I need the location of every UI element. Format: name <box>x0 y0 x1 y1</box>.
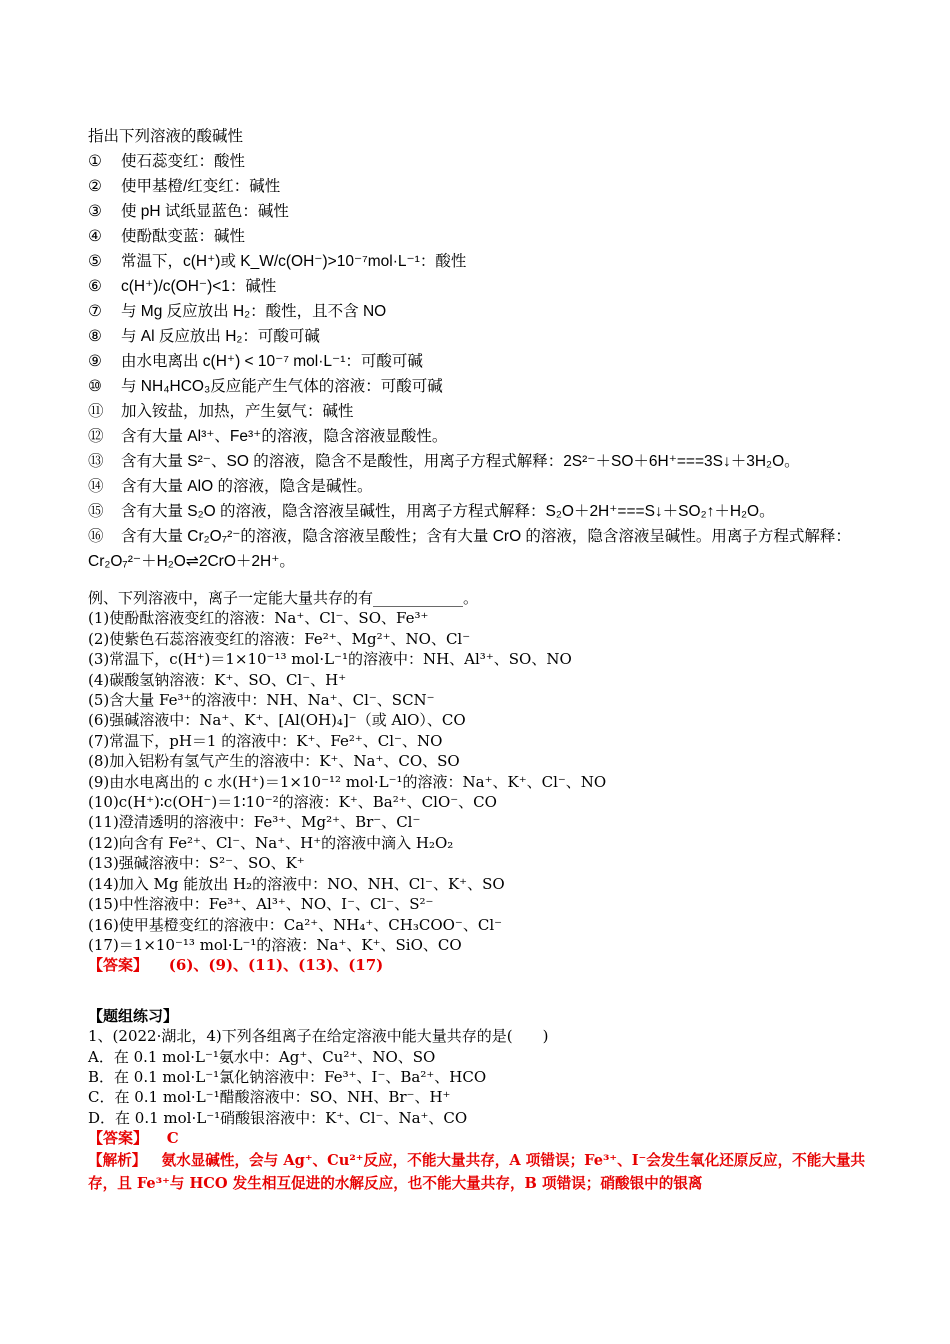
rule-item <box>88 349 878 374</box>
example-item: (15)中性溶液中：Fe³⁺、Al³⁺、NO、I⁻、Cl⁻、S²⁻ <box>88 895 434 914</box>
rule-number: ⑨ <box>88 352 102 370</box>
example-item: (9)由水电离出的 c 水(H⁺)＝1×10⁻¹² mol·L⁻¹的溶液：Na⁺、K⁺、Cl⁻、NO <box>88 772 607 791</box>
rule-item <box>88 249 878 274</box>
rule-text: 加入铵盐，加热，产生氨气：碱性 <box>121 403 354 420</box>
rule-item <box>88 424 878 449</box>
rule-number: ⑦ <box>88 302 102 320</box>
rule-text: 与 Mg 反应放出 H₂：酸性，且不含 NO <box>121 303 387 320</box>
example-item: (10)c(H⁺)∶c(OH⁻)＝1∶10⁻²的溶液：K⁺、Ba²⁺、ClO⁻、CO <box>88 793 497 812</box>
example-item: (13)强碱溶液中：S²⁻、SO、K⁺ <box>88 854 305 873</box>
example-item: (17)＝1×10⁻¹³ mol·L⁻¹的溶液：Na⁺、K⁺、SiO、CO <box>88 935 462 954</box>
example-item: (5)含大量 Fe³⁺的溶液中：NH、Na⁺、Cl⁻、SCN⁻ <box>88 691 435 710</box>
example-item-list <box>88 608 878 955</box>
example-item: (2)使紫色石蕊溶液变红的溶液：Fe²⁺、Mg²⁺、NO、Cl⁻ <box>88 629 471 648</box>
rule-item <box>88 174 878 199</box>
answer-text: (6)、(9)、(11)、(13)、(17) <box>168 956 384 975</box>
rule-number: ③ <box>88 202 102 220</box>
rule-item <box>88 274 878 299</box>
answer-label: 【答案】 <box>88 956 149 975</box>
acidity-rule-list <box>88 149 878 574</box>
example-item: (7)常温下，pH＝1 的溶液中：K⁺、Fe²⁺、Cl⁻、NO <box>88 731 443 750</box>
document-page <box>88 124 878 1195</box>
analysis-text: 氨水显碱性，会与 Ag⁺、Cu²⁺反应，不能大量共存，A 项错误；Fe³⁺、I⁻会发生氧化还原反应，不能大量共存，且 Fe³⁺与 HCO 发生相互促进的水解反应，也不能大量共存，B 项错误；硝酸银中的银离 <box>88 1151 866 1192</box>
example-item: (8)加入铝粉有氢气产生的溶液中：K⁺、Na⁺、CO、SO <box>88 752 460 771</box>
rule-text: 含有大量 S²⁻、SO 的溶液，隐含不是酸性，用离子方程式解释：2S²⁻＋SO＋6H⁺===3S↓＋3H₂O。 <box>121 453 800 470</box>
rule-item <box>88 474 878 499</box>
rule-number: ⑥ <box>88 277 102 295</box>
rule-text: 含有大量 S₂O 的溶液，隐含溶液呈碱性，用离子方程式解释：S₂O＋2H⁺===S↓＋SO₂↑＋H₂O。 <box>121 503 775 520</box>
rule-text: 含有大量 Cr₂O₇²⁻的溶液，隐含溶液呈酸性；含有大量 CrO 的溶液，隐含溶液呈碱性。用离子方程式解释：Cr₂O₇²⁻＋H₂O⇌2CrO＋2H⁺。 <box>88 528 851 570</box>
rule-item <box>88 374 878 399</box>
rule-text: 使石蕊变红：酸性 <box>121 153 246 170</box>
practice-heading: 【题组练习】 <box>88 1006 179 1025</box>
rule-item <box>88 199 878 224</box>
spacer <box>88 574 878 588</box>
rule-text: 使酚酞变蓝：碱性 <box>121 228 246 245</box>
rule-number: ⑪ <box>88 402 104 420</box>
spacer <box>88 976 878 1006</box>
rule-number: ⑧ <box>88 327 102 345</box>
option-item: D．在 0.1 mol·L⁻¹硝酸银溶液中：K⁺、Cl⁻、Na⁺、CO <box>88 1108 468 1127</box>
example-item: (16)使甲基橙变红的溶液中：Ca²⁺、NH₄⁺、CH₃COO⁻、Cl⁻ <box>88 915 503 934</box>
example-item: (11)澄清透明的溶液中：Fe³⁺、Mg²⁺、Br⁻、Cl⁻ <box>88 813 421 832</box>
rule-number: ④ <box>88 227 102 245</box>
rule-text: 含有大量 AlO 的溶液，隐含是碱性。 <box>121 478 373 495</box>
rule-item <box>88 499 878 524</box>
rule-number: ① <box>88 152 102 170</box>
rule-text: c(H⁺)/c(OH⁻)<1：碱性 <box>121 278 277 295</box>
example-item: (14)加入 Mg 能放出 H₂的溶液中：NO、NH、Cl⁻、K⁺、SO <box>88 874 505 893</box>
example-item: (4)碳酸氢钠溶液：K⁺、SO、Cl⁻、H⁺ <box>88 670 347 689</box>
rule-number: ⑯ <box>88 527 104 545</box>
example-item: (3)常温下，c(H⁺)＝1×10⁻¹³ mol·L⁻¹的溶液中：NH、Al³⁺、SO、NO <box>88 650 572 669</box>
rule-number: ② <box>88 177 102 195</box>
practice-answer-label: 【答案】 <box>88 1129 149 1148</box>
analysis-paragraph <box>88 1149 878 1195</box>
rule-text: 由水电离出 c(H⁺) < 10⁻⁷ mol·L⁻¹：可酸可碱 <box>121 353 423 370</box>
rule-item <box>88 324 878 349</box>
option-item: B．在 0.1 mol·L⁻¹氯化钠溶液中：Fe³⁺、I⁻、Ba²⁺、HCO <box>88 1067 487 1086</box>
rule-number: ⑬ <box>88 452 104 470</box>
rule-item <box>88 524 878 574</box>
rule-number: ⑩ <box>88 377 102 395</box>
rule-text: 与 Al 反应放出 H₂：可酸可碱 <box>121 328 320 345</box>
rule-item <box>88 149 878 174</box>
option-item: C．在 0.1 mol·L⁻¹醋酸溶液中：SO、NH、Br⁻、H⁺ <box>88 1088 451 1107</box>
practice-answer: C <box>166 1129 179 1148</box>
rule-text: 常温下，c(H⁺)或 K_W/c(OH⁻)>10⁻⁷mol·L⁻¹：酸性 <box>121 253 467 270</box>
rule-number: ⑮ <box>88 502 104 520</box>
example-item: (1)使酚酞溶液变红的溶液：Na⁺、Cl⁻、SO、Fe³⁺ <box>88 609 429 628</box>
rule-text: 含有大量 Al³⁺、Fe³⁺的溶液，隐含溶液显酸性。 <box>121 428 448 445</box>
rule-number: ⑭ <box>88 477 104 495</box>
practice-question: 1、(2022·湖北，4)下列各组离子在给定溶液中能大量共存的是( ) <box>88 1027 549 1046</box>
section-title: 指出下列溶液的酸碱性 <box>88 127 244 145</box>
rule-item <box>88 299 878 324</box>
rule-text: 使 pH 试纸显蓝色：碱性 <box>121 203 289 220</box>
example-item: (6)强碱溶液中：Na⁺、K⁺、[Al(OH)₄]⁻（或 AlO）、CO <box>88 711 466 730</box>
rule-number: ⑫ <box>88 427 104 445</box>
rule-number: ⑤ <box>88 252 102 270</box>
rule-text: 与 NH₄HCO₃反应能产生气体的溶液：可酸可碱 <box>121 378 443 395</box>
example-item: (12)向含有 Fe²⁺、Cl⁻、Na⁺、H⁺的溶液中滴入 H₂O₂ <box>88 833 454 852</box>
rule-item <box>88 399 878 424</box>
rule-text: 使甲基橙/红变红：碱性 <box>121 178 281 195</box>
option-list <box>88 1047 878 1129</box>
example-question: 例、下列溶液中，离子一定能大量共存的有____________。 <box>88 589 479 607</box>
rule-item <box>88 449 878 474</box>
analysis-label: 【解析】 <box>88 1151 147 1169</box>
rule-item <box>88 224 878 249</box>
option-item: A．在 0.1 mol·L⁻¹氨水中：Ag⁺、Cu²⁺、NO、SO <box>88 1047 436 1066</box>
